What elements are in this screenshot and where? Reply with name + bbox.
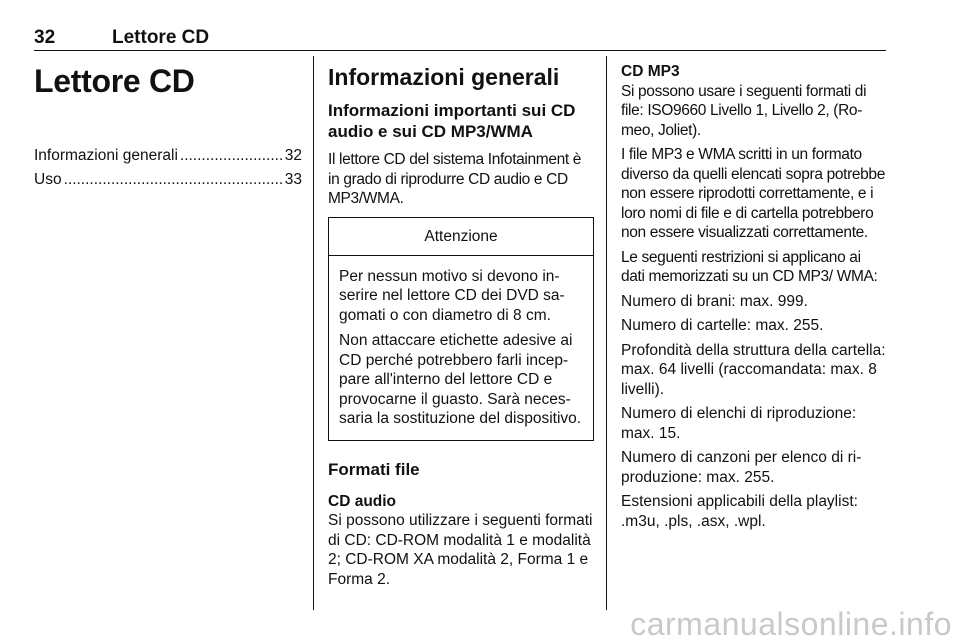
toc-leader-dots (180, 144, 283, 168)
mp3-paragraph: Numero di elenchi di riproduzione: max. 15. (621, 405, 857, 442)
toc-entry-uso[interactable] (34, 168, 302, 192)
mp3-paragraph: I file MP3 e WMA scritti in un formato diverso da quelli elencati sopra potrebbe non essere riprodotti correttamente, e i loro nomi di file e di cartella potrebbero non essere visualizzati correttamente. (621, 146, 885, 241)
toc-entry-page: 32 (284, 147, 302, 164)
mp3-paragraph: Numero di cartelle: max. 255. (621, 317, 824, 334)
toc-entry-label: Informazioni generali (34, 147, 178, 164)
toc-entry-label: Uso (34, 171, 62, 188)
intro-paragraph: Il lettore CD del sistema Infotainment è in grado di riprodurre CD audio e CD MP3/WMA. (328, 151, 582, 207)
mp3-paragraph: Estensioni applicabili della playlist: .m3u, .pls, .asx, .wpl. (621, 493, 858, 530)
formats-title: Formati file (328, 459, 420, 479)
column-general-info (328, 62, 594, 594)
header-title: Lettore CD (112, 27, 210, 48)
subsection-title: Informazioni importanti sui CD audio e sui CD MP3/WMA (328, 101, 576, 141)
column-divider-left (313, 56, 314, 610)
mp3-paragraph: Si possono usare i seguenti formati di file: ISO9660 Livello 1, Livello 2, (Romeo, Joliet). (621, 82, 867, 139)
mp3-paragraph: Profondità della struttura della cartella: max. 64 livelli (raccomandata: max. 8 livelli). (621, 341, 886, 398)
warning-title: Attenzione (329, 218, 593, 256)
page-header (34, 27, 886, 53)
column-cd-mp3 (621, 62, 887, 536)
header-rule (34, 50, 886, 51)
cd-audio-label: CD audio (328, 492, 397, 510)
mp3-paragraph: Le seguenti restrizioni si applicano ai dati memorizzati su un CD MP3/ WMA: (621, 248, 878, 285)
warning-body (329, 256, 593, 440)
warning-paragraph: Per nessun motivo si devono inserire nel lettore CD dei DVD sagomati o con diametro di 8 cm. (339, 267, 565, 324)
mp3-paragraph: Numero di canzoni per elenco di riproduzione: max. 255. (621, 449, 862, 486)
cd-audio-paragraph: Si possono utilizzare i seguenti formati di CD: CD-ROM modalità 1 e modalità 2; CD-ROM XA modalità 2, Forma 1 e Forma 2. (328, 512, 593, 588)
toc-entry-page: 33 (284, 171, 302, 188)
page-number: 32 (34, 27, 56, 48)
toc-entry-informazioni-generali[interactable] (34, 144, 302, 168)
warning-paragraph: Non attaccare etichette adesive ai CD perché potrebbero farli inceppare all'interno del lettore CD e provocarne il guasto. Sarà necessaria la sostituzione del dispositivo. (339, 332, 582, 427)
section-title: Informazioni generali (328, 64, 560, 90)
table-of-contents (34, 144, 302, 192)
chapter-title: Lettore CD (34, 63, 195, 99)
cd-mp3-label: CD MP3 (621, 63, 680, 80)
column-divider-right (606, 56, 607, 610)
watermark: carmanualsonline.info (630, 606, 952, 642)
toc-leader-dots (64, 168, 283, 192)
warning-box (328, 217, 594, 441)
mp3-paragraph: Numero di brani: max. 999. (621, 292, 808, 310)
column-toc (34, 62, 302, 192)
